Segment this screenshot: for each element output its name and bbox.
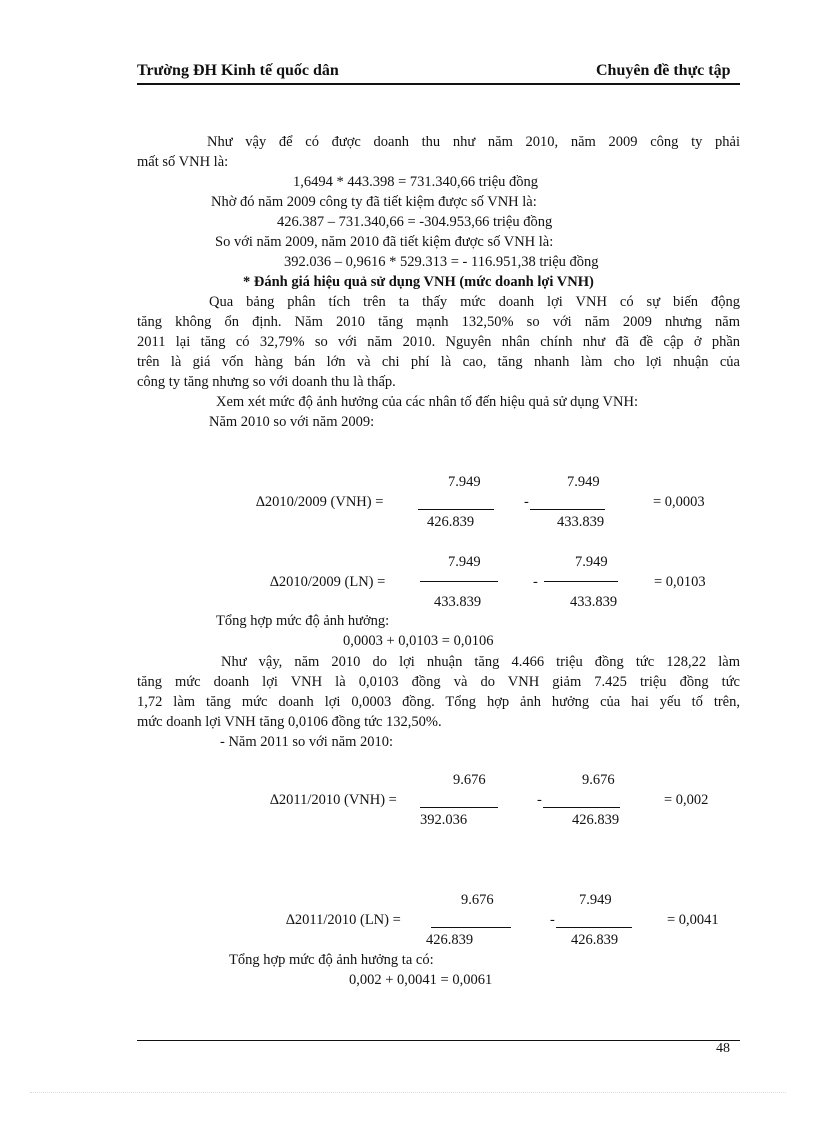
paragraph-line: mức doanh lợi VNH tăng 0,0106 đồng tức 132,50%. xyxy=(137,714,442,730)
paragraph-line: Như vậy, năm 2010 do lợi nhuận tăng 4.466 triệu đồng tức 128,22 làm xyxy=(221,654,740,670)
fraction-bar xyxy=(530,509,605,510)
minus-sign: - xyxy=(524,494,529,510)
equation: 0,0003 + 0,0103 = 0,0106 xyxy=(343,633,494,649)
minus-sign: - xyxy=(550,912,555,928)
fraction-denominator: 426.839 xyxy=(426,932,474,948)
equation: 426.387 – 731.340,66 = -304.953,66 triệu đồng xyxy=(277,214,553,230)
fraction-denominator: 426.839 xyxy=(427,514,475,530)
fraction-bar xyxy=(544,581,618,582)
paragraph-line: Như vậy để có được doanh thu như năm 2010, năm 2009 công ty phải xyxy=(207,134,740,150)
paragraph-line: tăng không ổn định. Năm 2010 tăng mạnh 132,50% so với năm 2009 nhưng năm xyxy=(137,314,740,330)
paragraph-line: tăng mức doanh lợi VNH là 0,0103 đồng và do VNH giảm 7.425 triệu đồng tức xyxy=(137,674,740,690)
paragraph-line: Xem xét mức độ ảnh hưởng của các nhân tố đến hiệu quả sử dụng VNH: xyxy=(216,394,638,410)
paragraph-line: mất số VNH là: xyxy=(137,154,229,170)
fraction-numerator: 7.949 xyxy=(579,892,612,908)
paragraph-line: Nhờ đó năm 2009 công ty đã tiết kiệm được số VNH là: xyxy=(211,194,537,210)
paragraph-line: Tổng hợp mức độ ảnh hưởng: xyxy=(216,613,390,629)
paragraph-line: công ty tăng nhưng so với doanh thu là thấp. xyxy=(137,374,396,390)
paragraph-line: - Năm 2011 so với năm 2010: xyxy=(220,734,394,750)
fraction-numerator: 7.949 xyxy=(567,474,600,490)
header-school-name: Trường ĐH Kinh tế quốc dân xyxy=(137,62,339,79)
paragraph-line: Tổng hợp mức độ ảnh hưởng ta có: xyxy=(229,952,434,968)
fraction-denominator: 433.839 xyxy=(570,594,618,610)
paragraph-line: Qua bảng phân tích trên ta thấy mức doanh lợi VNH có sự biến động xyxy=(209,294,740,310)
paragraph-line: So với năm 2009, năm 2010 đã tiết kiệm được số VNH là: xyxy=(215,234,554,250)
formula-label: ∆2010/2009 (VNH) = xyxy=(256,494,384,510)
fraction-numerator: 7.949 xyxy=(448,474,481,490)
fraction-bar xyxy=(420,807,498,808)
equation: 392.036 – 0,9616 * 529.313 = - 116.951,38 triệu đồng xyxy=(284,254,599,270)
fraction-numerator: 7.949 xyxy=(575,554,608,570)
fraction-bar xyxy=(556,927,632,928)
paragraph-line: 1,72 làm tăng mức doanh lợi 0,0003 đồng. Tổng hợp ảnh hưởng của hai yếu tố trên, xyxy=(137,694,740,710)
formula-label: ∆2011/2010 (LN) = xyxy=(286,912,401,928)
fraction-denominator: 426.839 xyxy=(571,932,619,948)
formula-result: = 0,0041 xyxy=(667,912,719,928)
minus-sign: - xyxy=(537,792,542,808)
fraction-numerator: 9.676 xyxy=(453,772,486,788)
formula-result: = 0,0103 xyxy=(654,574,706,590)
fraction-bar xyxy=(420,581,498,582)
fraction-numerator: 9.676 xyxy=(461,892,494,908)
page-edge-border xyxy=(30,1092,786,1093)
fraction-denominator: 392.036 xyxy=(420,812,468,828)
paragraph-line: trên là giá vốn hàng bán lớn và chi phí là cao, tăng nhanh làm cho lợi nhuận của xyxy=(137,354,740,370)
fraction-denominator: 433.839 xyxy=(557,514,605,530)
paragraph-line: Năm 2010 so với năm 2009: xyxy=(209,414,375,430)
fraction-bar xyxy=(418,509,494,510)
fraction-denominator: 426.839 xyxy=(572,812,620,828)
fraction-denominator: 433.839 xyxy=(434,594,482,610)
header-rule xyxy=(137,83,740,85)
formula-label: ∆2010/2009 (LN) = xyxy=(270,574,386,590)
paragraph-line: 2011 lại tăng có 32,79% so với năm 2010. Nguyên nhân chính như đã đề cập ở phần xyxy=(137,334,740,350)
fraction-bar xyxy=(543,807,620,808)
minus-sign: - xyxy=(533,574,538,590)
formula-result: = 0,002 xyxy=(664,792,709,808)
header-document-type: Chuyên đề thực tập xyxy=(596,62,731,79)
formula-label: ∆2011/2010 (VNH) = xyxy=(270,792,397,808)
equation: 1,6494 * 443.398 = 731.340,66 triệu đồng xyxy=(293,174,538,190)
formula-result: = 0,0003 xyxy=(653,494,705,510)
equation: 0,002 + 0,0041 = 0,0061 xyxy=(349,972,493,988)
section-heading: * Đánh giá hiệu quả sử dụng VNH (mức doanh lợi VNH) xyxy=(243,274,594,290)
page-number: 48 xyxy=(716,1041,730,1056)
footer-rule xyxy=(137,1040,740,1041)
fraction-numerator: 7.949 xyxy=(448,554,481,570)
fraction-numerator: 9.676 xyxy=(582,772,615,788)
fraction-bar xyxy=(431,927,511,928)
